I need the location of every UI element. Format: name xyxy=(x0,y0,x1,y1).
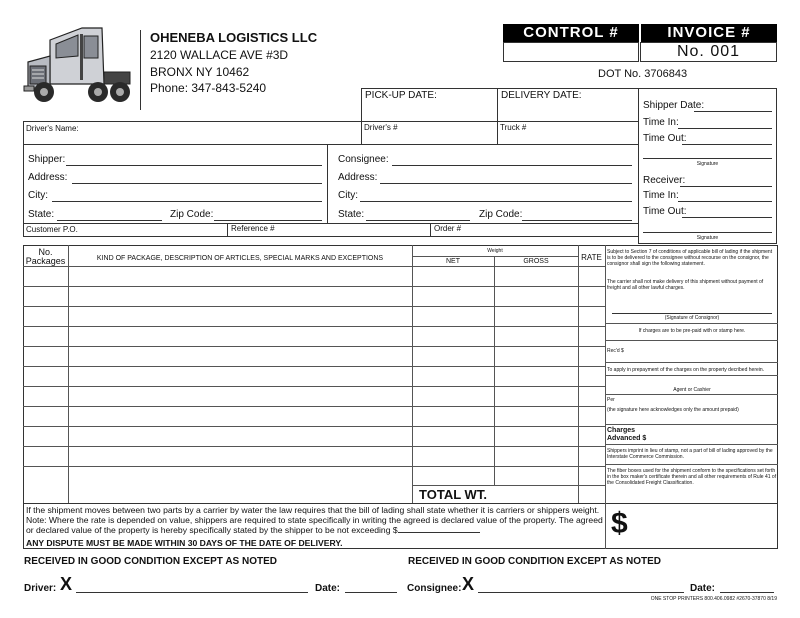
table-row xyxy=(23,406,606,407)
consignee-zip-field[interactable] xyxy=(522,220,632,221)
receiver-signature-field[interactable] xyxy=(643,232,772,233)
company-address-1: 2120 WALLACE AVE #3D xyxy=(150,48,289,62)
dollar-sign: $ xyxy=(611,507,628,540)
terms-imprint: Shippers imprint in lieu of stamp, not a part of bill of lading approved by the Interstate Commerce Commission. xyxy=(607,448,773,460)
consignee-state-label: State: xyxy=(338,209,365,220)
customer-po-label[interactable]: Customer P.O. xyxy=(26,225,78,234)
table-row xyxy=(23,306,606,307)
invoice-number: No. 001 xyxy=(640,42,777,62)
terms-divider-4 xyxy=(605,375,778,376)
truck-no-label: Truck # xyxy=(500,123,527,132)
receiver-field[interactable] xyxy=(680,186,772,187)
pickup-date-box[interactable] xyxy=(361,88,498,122)
delivery-date-label: DELIVERY DATE: xyxy=(501,90,582,101)
col-line-3 xyxy=(494,256,495,485)
shipper-consignee-box xyxy=(23,144,639,224)
signature-2-caption: Signature xyxy=(696,235,719,241)
shipper-date-label: Shipper Date: xyxy=(643,100,705,111)
consignee-field[interactable] xyxy=(392,165,632,166)
driver-no-box[interactable] xyxy=(361,121,498,145)
shipper-label: Shipper: xyxy=(28,154,66,165)
reference-label: Reference # xyxy=(231,224,275,233)
consignee-label: Consignee: xyxy=(338,154,389,165)
printer-credit: ONE STOP PRINTERS 800.406.0982 #2670-37870 8/19 xyxy=(650,596,777,602)
driver-no-label: Driver's # xyxy=(364,123,398,132)
shipper-city-label: City: xyxy=(28,190,48,201)
amount-field[interactable] xyxy=(640,505,776,547)
table-row xyxy=(412,485,606,486)
header-net-label: NET xyxy=(446,258,460,265)
driver-signature-field[interactable] xyxy=(76,592,308,593)
shipper-address-field[interactable] xyxy=(72,183,322,184)
table-row xyxy=(23,446,606,447)
shipper-field[interactable] xyxy=(66,165,322,166)
shipper-address-label: Address: xyxy=(28,172,68,183)
shipper-zip-field[interactable] xyxy=(214,220,322,221)
shipper-zip-label: Zip Code: xyxy=(170,209,214,220)
driver-signature-label: Driver: xyxy=(24,583,57,594)
header-weight-label: Weight xyxy=(487,248,503,254)
water-note-text: If the shipment moves between two parts by a carrier by water the law requires that the bill of lading shall state whether it is carriers or shippers weight. Note: Where the rate is depended on value, shippers are required to state specifically in writing the agreed is declared value of the property. The agreed or declared value of the property is hereby specifically stated by the shipper to be not exceeding $ xyxy=(26,505,603,535)
terms-divider-8 xyxy=(605,464,778,465)
terms-prepaid: If charges are to be pre-paid with or stamp here. xyxy=(638,328,746,334)
time-out-label: Time Out: xyxy=(643,133,687,144)
truck-logo xyxy=(22,22,132,108)
time-out-2-label: Time Out: xyxy=(643,206,687,217)
terms-fiber: The fiber boxes used for the shipment conform to the specifications set forth in the box maker's certificate therein and all other requirements of Rule 41 of the Consolidated Freight Classification. xyxy=(607,468,777,486)
consignee-signature-field[interactable] xyxy=(478,592,684,593)
consignee-zip-label: Zip Code: xyxy=(479,209,523,220)
consignee-city-field[interactable] xyxy=(360,201,632,202)
shipper-date-field[interactable] xyxy=(694,111,772,112)
control-label: CONTROL # xyxy=(503,24,639,42)
value-declaration-divider xyxy=(605,503,606,549)
table-row xyxy=(23,386,606,387)
table-row xyxy=(23,326,606,327)
terms-ack: (the signature here acknowledges only the amount prepaid) xyxy=(607,407,739,413)
weight-subline xyxy=(412,256,578,257)
header-packages-label: Packages xyxy=(25,256,66,266)
time-out-field[interactable] xyxy=(682,144,772,145)
table-row xyxy=(23,366,606,367)
time-in-2-field[interactable] xyxy=(678,201,772,202)
driver-date-label: Date: xyxy=(315,583,341,594)
consignee-x-mark: X xyxy=(462,574,475,594)
truck-no-box[interactable] xyxy=(497,121,638,145)
driver-x-mark: X xyxy=(60,574,73,594)
shipper-state-label: State: xyxy=(28,209,55,220)
dot-number: DOT No. 3706843 xyxy=(598,68,688,80)
consignee-city-label: City: xyxy=(338,190,358,201)
driver-date-field[interactable] xyxy=(345,592,397,593)
consignee-date-field[interactable] xyxy=(720,592,774,593)
time-out-2-field[interactable] xyxy=(682,217,772,218)
order-box[interactable] xyxy=(430,223,638,237)
header-gross-label: GROSS xyxy=(523,258,549,265)
terms-divider-6 xyxy=(605,424,778,425)
table-row xyxy=(23,286,606,287)
dispute-note: ANY DISPUTE MUST BE MADE WITHIN 30 DAYS OF THE DATE OF DELIVERY. xyxy=(26,538,343,548)
consignee-date-label: Date: xyxy=(690,583,716,594)
consignor-signature-field[interactable] xyxy=(612,313,772,314)
terms-per[interactable]: Per xyxy=(607,397,615,403)
table-row xyxy=(23,266,606,267)
header-divider xyxy=(140,30,141,110)
total-wt-label: TOTAL WT. xyxy=(419,487,487,502)
terms-section7: Subject to Section 7 of conditions of applicable bill of lading if the shipment is to be delivered to the consignee without recourse on the consignor, the consignor shall sign the following statement. xyxy=(607,249,773,267)
reference-box[interactable] xyxy=(227,223,430,237)
received-note-2: RECEIVED IN GOOD CONDITION EXCEPT AS NOTED xyxy=(408,556,661,567)
shipper-state-field[interactable] xyxy=(57,220,162,221)
terms-advanced[interactable]: Advanced $ xyxy=(607,435,647,442)
company-phone: Phone: 347-843-5240 xyxy=(150,81,267,95)
driver-name-label[interactable]: Driver's Name: xyxy=(26,124,79,133)
terms-divider-7 xyxy=(605,444,778,445)
terms-recd[interactable]: Rec'd $ xyxy=(607,348,624,354)
delivery-date-box[interactable] xyxy=(497,88,639,122)
shipper-signature-field[interactable] xyxy=(643,158,772,159)
terms-apply: To apply in prepayment of the charges on the property decribed herein. xyxy=(607,367,765,373)
consignee-signature-label: Consignee: xyxy=(407,583,462,594)
signature-caption: Signature xyxy=(696,161,719,167)
consignee-state-field[interactable] xyxy=(366,220,470,221)
terms-divider-3 xyxy=(605,362,778,363)
time-in-field[interactable] xyxy=(678,128,772,129)
order-label: Order # xyxy=(434,224,462,233)
time-in-label: Time In: xyxy=(643,117,679,128)
table-row xyxy=(23,426,606,427)
header-kind-label: KIND OF PACKAGE, DESCRIPTION OF ARTICLES, SPECIAL MARKS AND EXCEPTIONS xyxy=(96,255,384,262)
table-row xyxy=(23,346,606,347)
table-row xyxy=(23,466,606,467)
terms-sig-consignor: (Signature of Consignor) xyxy=(664,315,720,321)
consignee-address-label: Address: xyxy=(338,172,378,183)
control-number-box[interactable] xyxy=(503,42,639,62)
shipper-consignee-divider xyxy=(327,144,328,224)
invoice-label: INVOICE # xyxy=(641,24,777,42)
shipper-city-field[interactable] xyxy=(52,201,322,202)
terms-carrier: The carrier shall not make delivery of this shipment without payment of freight and all other lawful charges. xyxy=(607,279,764,291)
receiver-label: Receiver: xyxy=(643,175,686,186)
received-note-1: RECEIVED IN GOOD CONDITION EXCEPT AS NOTED xyxy=(24,556,277,567)
company-name: OHENEBA LOGISTICS LLC xyxy=(150,30,318,45)
water-note xyxy=(26,505,604,535)
terms-divider-5 xyxy=(605,394,778,395)
consignee-address-field[interactable] xyxy=(380,183,632,184)
terms-agent: Agent or Cashier xyxy=(673,387,711,393)
time-in-2-label: Time In: xyxy=(643,190,679,201)
pickup-date-label: PICK-UP DATE: xyxy=(365,90,437,101)
terms-divider-2 xyxy=(605,340,778,341)
header-rate-label: RATE xyxy=(581,253,602,262)
terms-charges: Charges xyxy=(607,427,636,434)
header-no-label: No. xyxy=(38,247,53,257)
terms-divider-1 xyxy=(605,323,778,324)
company-address-2: BRONX NY 10462 xyxy=(150,65,250,79)
declared-value-field[interactable] xyxy=(398,525,480,533)
